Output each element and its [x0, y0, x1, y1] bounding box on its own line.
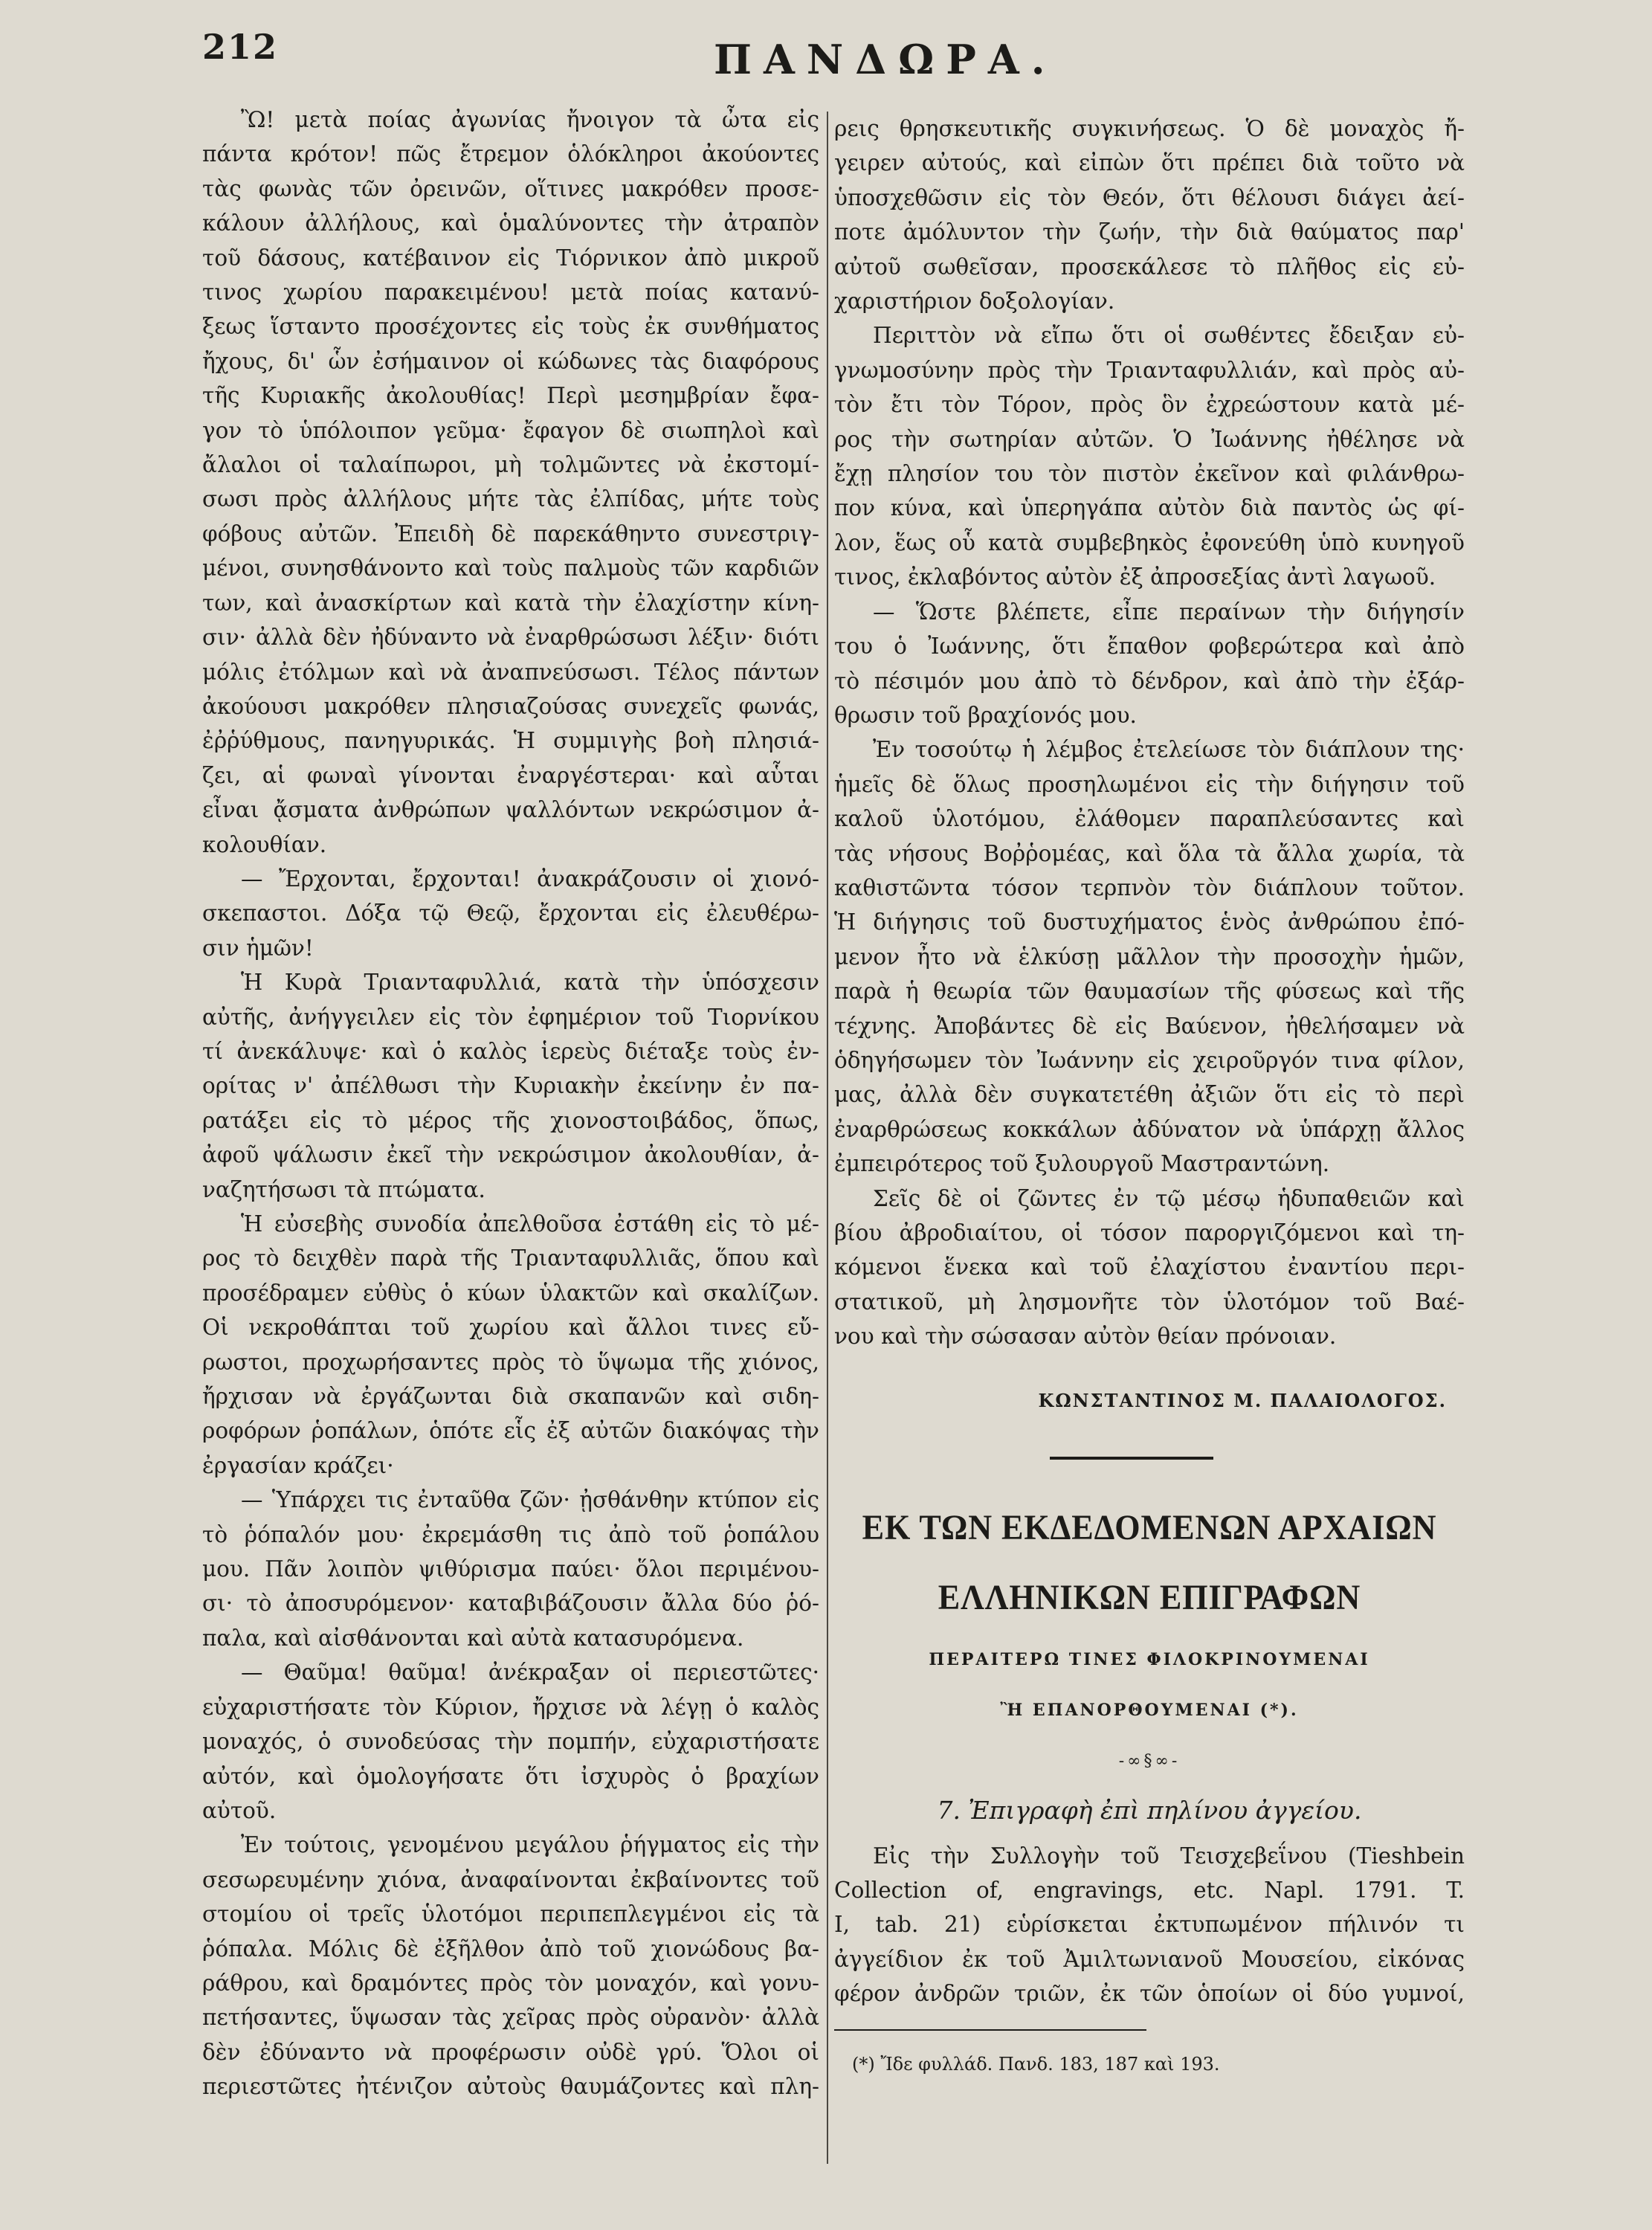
- text-line: κόμενοι ἕνεκα καὶ τοῦ ἐλαχίστου ἐναντίου περι-: [834, 1254, 1465, 1280]
- text-line: χαριστήριον δοξολογίαν.: [834, 289, 1115, 315]
- text-line: στατικοῦ, μὴ λησμονῆτε τὸν ὑλοτόμον τοῦ Βαέ-: [834, 1289, 1465, 1315]
- text-line: καθιστῶντα τόσον τερπνὸν τὸν διάπλουν τοῦτον.: [834, 874, 1465, 900]
- text-line: αὐτοῦ.: [202, 1797, 277, 1823]
- text-line: των, καὶ ἀνασκίρτων καὶ κατὰ τὴν ἐλαχίστην κίνη-: [202, 590, 819, 616]
- text-line: προσέδραμεν εὐθὺς ὁ κύων ὑλακτῶν καὶ σκαλίζων.: [202, 1280, 819, 1306]
- text-line: τὸ ῥόπαλόν μου· ἐκρεμάσθη τις ἀπὸ τοῦ ῥοπάλου: [202, 1521, 819, 1547]
- text-line: μόλις ἐτόλμων καὶ νὰ ἀναπνεύσωσι. Τέλος πάντων: [202, 659, 819, 685]
- text-line: — Ἔρχονται, ἔρχονται! ἀνακράζουσιν οἱ χιονό-: [241, 866, 819, 892]
- text-line: ὁδηγήσωμεν τὸν Ἰωάννην εἰς χειροῦργόν τινα φίλον,: [834, 1047, 1465, 1073]
- text-line: ῥόπαλα. Μόλις δὲ ἐξῆλθον ἀπὸ τοῦ χιονώδους βα-: [202, 1936, 819, 1962]
- text-line: νου καὶ τὴν σώσασαν αὐτὸν θείαν πρόνοιαν.: [834, 1324, 1337, 1350]
- text-line: ἐῤῥύθμους, πανηγυρικάς. Ἡ συμμιγὴς βοὴ πλησιά-: [202, 728, 819, 754]
- text-line: Εἰς τὴν Συλλογὴν τοῦ Τεισχεβεΐνου (Tieshbein: [873, 1843, 1465, 1869]
- text-line: τί ἀνεκάλυψε· καὶ ὁ καλὸς ἱερεὺς διέταξε τοὺς ἐν-: [202, 1038, 819, 1064]
- text-line: ορίτας ν' ἀπέλθωσι τὴν Κυριακὴν ἐκείνην ἐν πα-: [202, 1073, 819, 1099]
- text-line: μοναχός, ὁ συνοδεύσας τὴν πομπήν, εὐχαριστήσατε: [202, 1729, 819, 1755]
- column-rule: [827, 112, 828, 2164]
- text-line: αὐτῆς, ἀνήγγειλεν εἰς τὸν ἐφημέριον τοῦ Τιορνίκου: [202, 1004, 819, 1030]
- text-line: τὰς φωνὰς τῶν ὀρεινῶν, οἵτινες μακρόθεν προσε-: [202, 175, 819, 202]
- text-line: γνωμοσύνην πρὸς τὴν Τριανταφυλλιάν, καὶ πρὸς αὐ-: [834, 357, 1465, 383]
- footnote-rule: [834, 2029, 1146, 2031]
- text-line: ἡμεῖς δὲ ὅλως προσηλωμένοι εἰς τὴν διήγησιν τοῦ: [834, 771, 1465, 797]
- text-line: παλα, καὶ αἰσθάνονται καὶ αὐτὰ κατασυρόμενα.: [202, 1625, 744, 1651]
- text-line: Οἱ νεκροθάπται τοῦ χωρίου καὶ ἄλλοι τινες εὔ-: [202, 1315, 819, 1341]
- section-separator: [1050, 1457, 1213, 1460]
- author-signature: ΚΩΝΣΤΑΝΤΙΝΟΣ Μ. ΠΑΛΑΙΟΛΟΓΟΣ.: [1038, 1389, 1447, 1411]
- text-line: — Ὑπάρχει τις ἐνταῦθα ζῶν· ᾐσθάνθην κτύπον εἰς: [241, 1487, 819, 1513]
- text-line: Ἐν τούτοις, γενομένου μεγάλου ῥήγματος εἰς τὴν: [241, 1832, 819, 1858]
- text-line: τοῦ δάσους, κατέβαινον εἰς Τιόρνικον ἀπὸ μικροῦ: [202, 245, 819, 271]
- text-line: ὑποσχεθῶσιν εἰς τὸν Θεόν, ὅτι θέλουσι διάγει ἀεί-: [834, 184, 1465, 210]
- text-line: πάντα κρότον! πῶς ἔτρεμον ὁλόκληροι ἀκούοντες: [202, 141, 819, 167]
- text-line: φέρον ἀνδρῶν τριῶν, ἐκ τῶν ὁποίων οἱ δύο γυμνοί,: [834, 1981, 1465, 2007]
- text-line: παρὰ ἡ θεωρία τῶν θαυμασίων τῆς φύσεως καὶ τῆς: [834, 979, 1465, 1005]
- footnote: (*) Ἴδε φυλλάδ. Πανδ. 183, 187 καὶ 193.: [852, 2053, 1220, 2075]
- text-line: ζει, αἱ φωναὶ γίνονται ἐναργέστεραι· καὶ αὗται: [202, 762, 819, 788]
- ornament-divider: -∞§∞-: [1118, 1751, 1181, 1770]
- text-line: καλοῦ ὑλοτόμου, ἐλάθομεν παραπλεύσαντες καὶ: [834, 806, 1465, 832]
- text-line: ἐναρθρώσεως κοκκάλων ἀδύνατον νὰ ὑπάρχῃ ἄλλος: [834, 1116, 1465, 1142]
- text-line: σι· τὸ ἀποσυρόμενον· καταβιβάζουσιν ἄλλα δύο ῥό-: [202, 1591, 819, 1617]
- text-line: σκεπαστοι. Δόξα τῷ Θεῷ, ἔρχονται εἰς ἐλευθέρω-: [202, 900, 819, 927]
- text-line: του ὁ Ἰωάννης, ὅτι ἔπαθον φοβερώτερα καὶ ἀπὸ: [834, 634, 1465, 660]
- section-title-line-1: ΕΚ ΤΩΝ ΕΚΔΕΔΟΜΕΝΩΝ ΑΡΧΑΙΩΝ: [862, 1508, 1437, 1548]
- text-line: τέχνης. Ἀποβάντες δὲ εἰς Βαύενον, ἠθελήσαμεν νὰ: [834, 1013, 1465, 1039]
- text-line: εὐχαριστήσατε τὸν Κύριον, ἤρχισε νὰ λέγῃ ὁ καλὸς: [202, 1694, 819, 1720]
- text-line: αὐτοῦ σωθεῖσαν, προσεκάλεσε τὸ πλῆθος εἰς εὐ-: [834, 254, 1465, 280]
- text-line: τινος χωρίου παρακειμένου! μετὰ ποίας κατανύ-: [202, 280, 819, 306]
- text-line: τινος, ἐκλαβόντος αὐτὸν ἐξ ἀπροσεξίας ἀντὶ λαγωοῦ.: [834, 564, 1436, 590]
- text-line: ναζητήσωσι τὰ πτώματα.: [202, 1176, 485, 1202]
- running-head: ΠΑΝΔΩΡΑ.: [714, 36, 1057, 83]
- text-line: σωσι πρὸς ἀλλήλους μήτε τὰς ἐλπίδας, μήτε τοὺς: [202, 486, 819, 512]
- text-line: τῆς Κυριακῆς ἀκολουθίας! Περὶ μεσημβρίαν ἔφα-: [202, 383, 819, 409]
- text-line: I, tab. 21) εὑρίσκεται ἐκτυπωμένον πήλινόν τι: [834, 1912, 1465, 1938]
- text-line: ρεις θρησκευτικῆς συγκινήσεως. Ὁ δὲ μοναχὸς ἤ-: [834, 116, 1465, 141]
- text-line: ρος τὴν σωτηρίαν αὐτῶν. Ὁ Ἰωάννης ἠθέλησε νὰ: [834, 426, 1465, 452]
- text-line: μένοι, συνησθάνοντο καὶ τοὺς παλμοὺς τῶν καρδιῶν: [202, 555, 819, 581]
- right-column: [834, 112, 1465, 2081]
- text-line: γειρεν αὐτούς, καὶ εἰπὼν ὅτι πρέπει διὰ τοῦτο νὰ: [834, 150, 1465, 176]
- text-line: μας, ἀλλὰ δὲν συγκατετέθη ἀξιῶν ὅτι εἰς τὸ περὶ: [834, 1082, 1465, 1108]
- text-line: μενον ἦτο νὰ ἑλκύσῃ μᾶλλον τὴν προσοχὴν ἡμῶν,: [834, 944, 1465, 970]
- text-line: τὸ πέσιμόν μου ἀπὸ τὸ δένδρον, καὶ ἀπὸ τὴν ἐξάρ-: [834, 668, 1465, 694]
- text-line: ποτε ἀμόλυντον τὴν ζωήν, τὴν διὰ θαύματος παρ': [834, 219, 1465, 245]
- text-line: ἄλαλοι οἱ ταλαίπωροι, μὴ τολμῶντες νὰ ἐκστομί-: [202, 452, 819, 478]
- text-line: δὲν ἐδύναντο νὰ προφέρωσιν οὐδὲ γρύ. Ὅλοι οἱ: [202, 2039, 819, 2065]
- text-line: γον τὸ ὑπόλοιπον γεῦμα· ἔφαγον δὲ σιωπηλοὶ καὶ: [202, 417, 819, 443]
- section-title-line-2: ΕΛΛΗΝΙΚΩΝ ΕΠΙΓΡΑΦΩΝ: [938, 1578, 1361, 1618]
- text-line: Σεῖς δὲ οἱ ζῶντες ἐν τῷ μέσῳ ἡδυπαθειῶν καὶ: [873, 1185, 1465, 1211]
- text-line: Ἡ διήγησις τοῦ δυστυχήματος ἑνὸς ἀνθρώπου ἐπό-: [834, 909, 1465, 935]
- text-line: ξεως ἵσταντο προσέχοντες εἰς τοὺς ἐκ συνθήματος: [202, 314, 819, 340]
- text-line: πετήσαντες, ὕψωσαν τὰς χεῖρας πρὸς οὐρανὸν· ἀλλὰ: [202, 2005, 819, 2031]
- text-line: Collection of, engravings, etc. Napl. 1791. T.: [834, 1878, 1465, 1904]
- page-number: 212: [202, 27, 279, 67]
- text-line: ἐργασίαν κράζει·: [202, 1452, 394, 1478]
- text-line: ἤχους, δι' ὧν ἐσήμαινον οἱ κώδωνες τὰς διαφόρους: [202, 348, 819, 374]
- text-line: Περιττὸν νὰ εἴπω ὅτι οἱ σωθέντες ἔδειξαν εὐ-: [873, 323, 1465, 349]
- text-line: σιν ἡμῶν!: [202, 935, 314, 961]
- text-line: σεσωρευμένην χιόνα, ἀναφαίνονται ἐκβαίνοντες τοῦ: [202, 1866, 819, 1892]
- text-line: ἔχῃ πλησίον του τὸν πιστὸν ἐκεῖνον καὶ φιλάνθρω-: [834, 461, 1465, 487]
- text-line: εἶναι ᾄσματα ἀνθρώπων ψαλλόντων νεκρώσιμον ἀ-: [202, 797, 819, 823]
- text-line: Ἡ Κυρὰ Τριανταφυλλιά, κατὰ τὴν ὑπόσχεσιν: [241, 970, 819, 996]
- text-line: ρος τὸ δειχθὲν παρὰ τῆς Τριανταφυλλιᾶς, ὅπου καὶ: [202, 1245, 819, 1272]
- text-line: Ἐν τοσούτῳ ἡ λέμβος ἐτελείωσε τὸν διάπλουν της·: [873, 737, 1465, 763]
- inscription-text: [834, 1839, 1465, 2011]
- text-line: ἐμπειρότερος τοῦ ξυλουργοῦ Μαστραντώνη.: [834, 1151, 1330, 1177]
- text-line: λον, ἕως οὗ κατὰ συμβεβηκὸς ἐφονεύθη ὑπὸ κυνηγοῦ: [834, 529, 1465, 555]
- left-column: [202, 103, 819, 2104]
- text-line: — Ὥστε βλέπετε, εἶπε περαίνων τὴν διήγησίν: [873, 599, 1465, 625]
- text-line: θρωσιν τοῦ βραχίονός μου.: [834, 702, 1137, 728]
- text-line: ροφόρων ῥοπάλων, ὁπότε εἷς ἐξ αὐτῶν διακόψας τὴν: [202, 1418, 819, 1444]
- text-line: σιν· ἀλλὰ δὲν ἠδύναντο νὰ ἐναρθρώσωσι λέξιν· διότι: [202, 625, 819, 651]
- text-line: τὰς νήσους Βοῤῥομέας, καὶ ὅλα τὰ ἄλλα χωρία, τὰ: [834, 840, 1465, 866]
- text-line: ἀκούουσι μακρόθεν πλησιαζούσας συνεχεῖς φωνάς,: [202, 693, 819, 719]
- section-subtitle-line-2: Ἢ ΕΠΑΝΟΡΘΟΥΜΕΝΑΙ (*).: [1000, 1701, 1299, 1721]
- text-line: κολουθίαν.: [202, 831, 327, 857]
- story-conclusion: [834, 112, 1465, 1354]
- text-line: ράθρου, καὶ δραμόντες πρὸς τὸν μοναχόν, καὶ γονυ-: [202, 1970, 819, 1996]
- text-line: ἀφοῦ ψάλωσιν ἐκεῖ τὴν νεκρώσιμον ἀκολουθίαν, ἀ-: [202, 1142, 819, 1168]
- section-subtitle-line-1: ΠΕΡΑΙΤΕΡΩ ΤΙΝΕΣ ΦΙΛΟΚΡΙΝΟΥΜΕΝΑΙ: [929, 1650, 1370, 1670]
- text-line: περιεστῶτες ἠτένιζον αὐτοὺς θαυμάζοντες καὶ πλη-: [202, 2074, 819, 2100]
- text-line: ρωστοι, προχωρήσαντες πρὸς τὸ ὕψωμα τῆς χιόνος,: [202, 1349, 819, 1375]
- text-line: αὐτόν, καὶ ὁμολογήσατε ὅτι ἰσχυρὸς ὁ βραχίων: [202, 1763, 819, 1789]
- text-line: — Θαῦμα! θαῦμα! ἀνέκραξαν οἱ περιεστῶτες·: [241, 1660, 819, 1686]
- text-line: στομίου οἱ τρεῖς ὑλοτόμοι περιπεπλεγμένοι εἰς τὰ: [202, 1901, 819, 1927]
- text-line: τὸν ἔτι τὸν Τόρον, πρὸς ὃν ἐχρεώστουν κατὰ μέ-: [834, 392, 1465, 418]
- inscription-heading: 7. Ἐπιγραφὴ ἐπὶ πηλίνου ἀγγείου.: [937, 1796, 1362, 1825]
- text-line: Ὢ! μετὰ ποίας ἀγωνίας ἤνοιγον τὰ ὦτα εἰς: [241, 107, 819, 132]
- text-line: ἤρχισαν νὰ ἐργάζωνται διὰ σκαπανῶν καὶ σιδη-: [202, 1384, 819, 1410]
- text-line: βίου ἀβροδιαίτου, οἱ τόσον παροργιζόμενοι καὶ τη-: [834, 1220, 1465, 1245]
- text-line: ἀγγείδιον ἐκ τοῦ Ἀμιλτωνιανοῦ Μουσείου, εἰκόνας: [834, 1946, 1465, 1972]
- text-line: πον κύνα, καὶ ὑπερηγάπα αὐτὸν διὰ παντὸς ὡς φί-: [834, 495, 1465, 521]
- text-line: ρατάξει εἰς τὸ μέρος τῆς χιονοστοιβάδος, ὅπως,: [202, 1107, 819, 1133]
- text-line: κάλουν ἀλλήλους, καὶ ὁμαλύνοντες τὴν ἀτραπὸν: [202, 210, 819, 236]
- text-line: Ἡ εὐσεβὴς συνοδία ἀπελθοῦσα ἐστάθη εἰς τὸ μέ-: [241, 1211, 819, 1237]
- text-line: φόβους αὐτῶν. Ἐπειδὴ δὲ παρεκάθηντο συνεστριγ-: [202, 521, 819, 547]
- text-line: μου. Πᾶν λοιπὸν ψιθύρισμα παύει· ὅλοι περιμένου-: [202, 1556, 819, 1582]
